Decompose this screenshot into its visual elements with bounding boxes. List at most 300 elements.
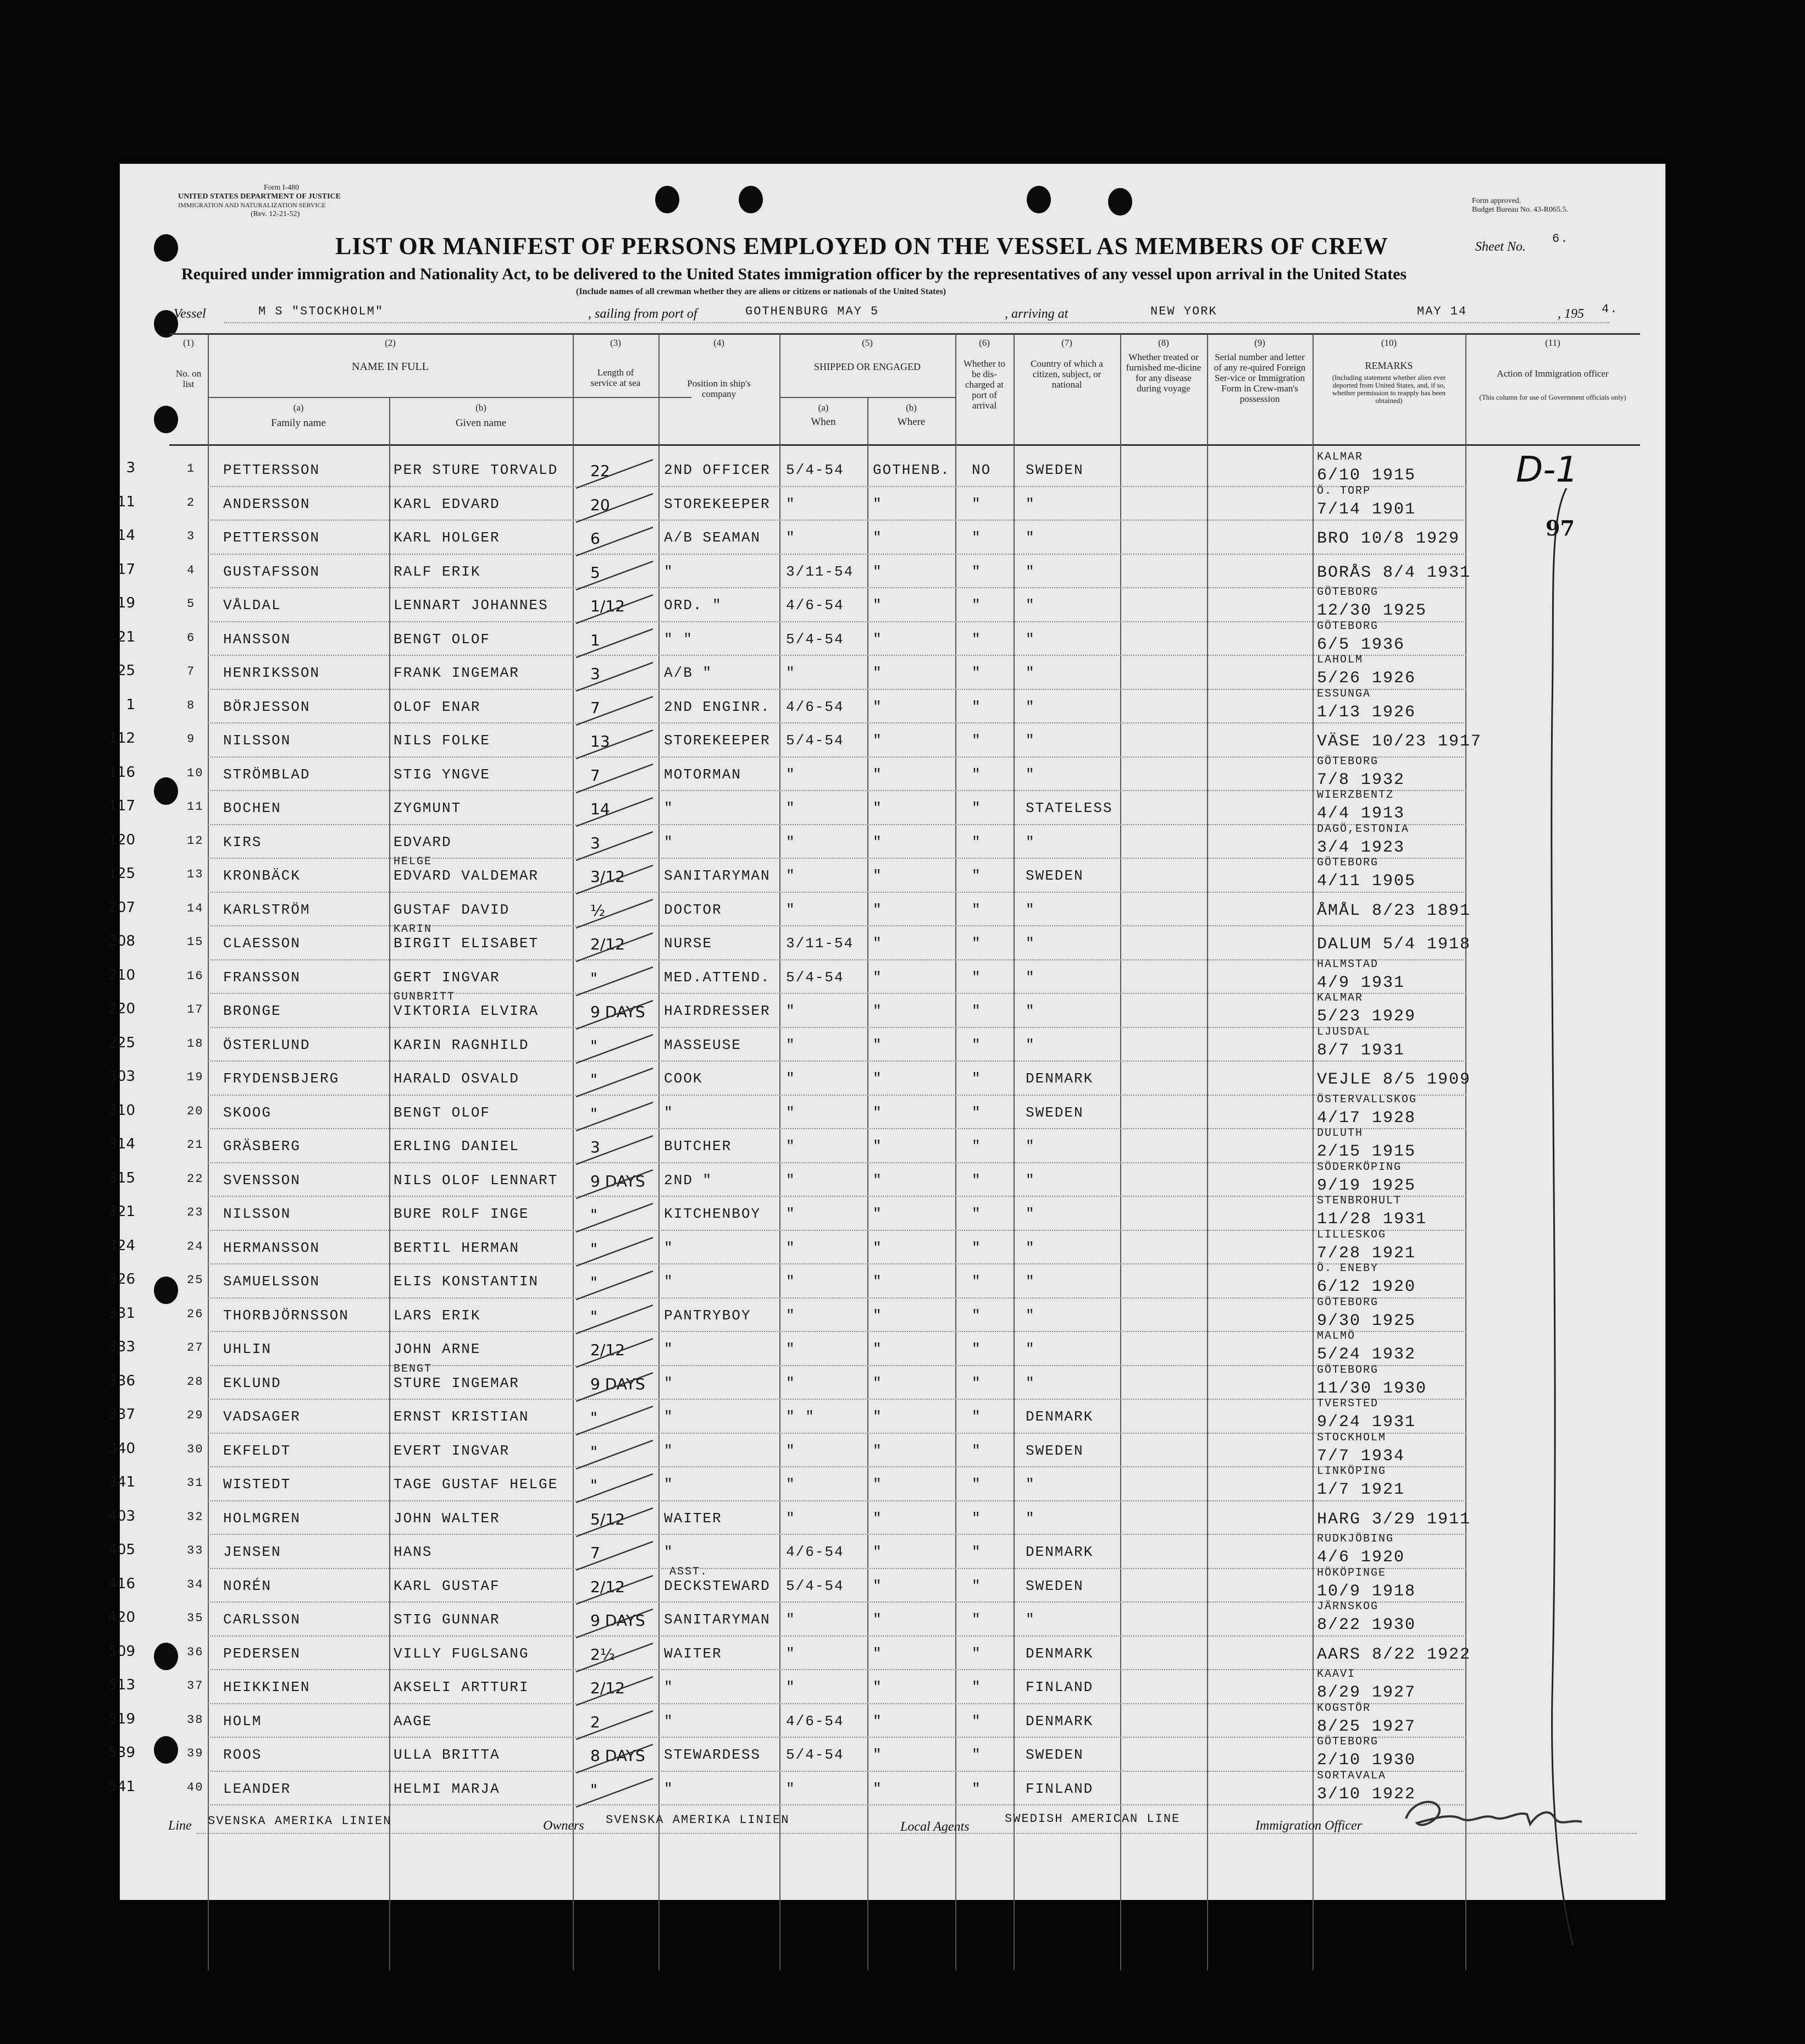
row-rule [208, 1804, 1466, 1805]
remark: 1/7 1921 [1317, 1480, 1405, 1499]
family-name: NILSSON [223, 732, 291, 749]
shipped-where: " [873, 732, 883, 749]
length-of-service: 3 [590, 665, 600, 683]
family-name: ANDERSSON [223, 495, 311, 512]
handwritten-list-number: 331 [108, 1305, 135, 1322]
col4-label: Position in ship's company [687, 378, 751, 399]
country: " [1026, 969, 1036, 986]
form-revision: (Rev. 12-21-52) [251, 210, 300, 218]
handwritten-list-number: 207 [108, 899, 135, 916]
row-number: 35 [187, 1611, 204, 1625]
shipped-when: 3/11-54 [786, 935, 854, 952]
given-name: ERLING DANIEL [394, 1138, 519, 1154]
country: FINLAND [1026, 1780, 1094, 1797]
family-name: FRYDENSBJERG [223, 1070, 340, 1087]
handwritten-list-number: 324 [108, 1237, 135, 1254]
handwritten-list-number: 416 [108, 1575, 135, 1592]
family-name: EKFELDT [223, 1442, 291, 1459]
table-row [117, 620, 1665, 658]
remark: 11/30 1930 [1317, 1379, 1427, 1398]
discharged: " [972, 1577, 982, 1594]
remark: 5/23 1929 [1317, 1007, 1416, 1026]
discharged: " [972, 766, 982, 783]
row-rule [208, 621, 1466, 622]
shipped-when: 5/4-54 [786, 462, 844, 478]
table-row [108, 1093, 1665, 1131]
table-row [108, 789, 1665, 826]
sheet-label: Sheet No. [1475, 240, 1526, 254]
row-number: 40 [187, 1780, 204, 1794]
remark-birthplace: LJUSDAL [1317, 1025, 1371, 1038]
country: " [1026, 1239, 1036, 1256]
discharged: " [972, 1510, 982, 1527]
position: " [664, 1273, 674, 1290]
remark: AARS 8/22 1922 [1317, 1645, 1471, 1664]
discharged: " [972, 1307, 982, 1324]
family-name: SAMUELSSON [223, 1273, 320, 1290]
shipped-when: " [786, 665, 796, 681]
given-name-addition: BENGT [394, 1362, 433, 1375]
length-of-service: 9 DAYS [590, 1172, 645, 1190]
length-of-service: 1 [590, 631, 600, 649]
remark: 8/29 1927 [1317, 1683, 1416, 1702]
table-row [108, 958, 1665, 996]
agents-label: Local Agents [900, 1820, 970, 1834]
handwritten-list-number: 314 [108, 1136, 135, 1152]
table-row [108, 1533, 1665, 1570]
row-rule [208, 790, 1466, 791]
sailing-label: , sailing from port of [588, 307, 697, 321]
length-of-service: ½ [590, 901, 606, 920]
shipped-where: " [873, 1442, 883, 1459]
handwritten-list-number: 1 [126, 696, 135, 713]
length-of-service: 7 [590, 698, 600, 717]
table-row [108, 1063, 1665, 1097]
shipped-when: 4/6-54 [786, 597, 844, 614]
remark-birthplace: HALMSTAD [1317, 958, 1379, 971]
given-name: TAGE GUSTAF HELGE [394, 1476, 558, 1493]
remark: VEJLE 8/5 1909 [1317, 1070, 1471, 1089]
handwritten-list-number: 340 [108, 1440, 135, 1457]
remark-birthplace: GÖTEBORG [1317, 586, 1379, 599]
position: BUTCHER [664, 1138, 732, 1154]
position: " [664, 800, 674, 816]
col10-label: REMARKS [1365, 360, 1413, 371]
shipped-when: 5/4-54 [786, 631, 844, 648]
remark: 12/30 1925 [1317, 601, 1427, 620]
length-of-service: 2 [590, 1712, 600, 1731]
remark-birthplace: KOGSTÖR [1317, 1702, 1371, 1715]
given-name: ZYGMUNT [394, 800, 462, 816]
shipped-when: " [786, 1273, 796, 1290]
handwritten-list-number: 405 [108, 1542, 135, 1558]
remark: 9/19 1925 [1317, 1176, 1416, 1195]
discharged: NO [972, 462, 992, 478]
remark-birthplace: ESSUNGA [1317, 687, 1371, 700]
row-rule [208, 1737, 1466, 1738]
row-number: 2 [187, 495, 196, 510]
length-of-service: " [590, 969, 597, 987]
col5-number: (5) [862, 338, 873, 348]
remark-birthplace: GÖTEBORG [1317, 755, 1379, 768]
shipped-where: " [873, 1476, 883, 1493]
given-name: BENGT OLOF [394, 1104, 491, 1121]
remark-birthplace: SÖDERKÖPING [1317, 1161, 1402, 1174]
shipped-when: " [786, 1104, 796, 1121]
remark-birthplace: STENBROHULT [1317, 1195, 1402, 1207]
family-name: HEIKKINEN [223, 1679, 311, 1695]
col5b-number: (b) [906, 402, 917, 413]
owners-label: Owners [543, 1819, 584, 1833]
given-name: VIKTORIA ELVIRA [394, 1003, 539, 1019]
table-row [108, 1465, 1665, 1502]
family-name: HERMANSSON [223, 1239, 320, 1256]
given-name: EVERT INGVAR [394, 1442, 510, 1459]
row-number: 4 [187, 563, 196, 577]
handwritten-list-number: 509 [108, 1643, 135, 1660]
given-name: VILLY FUGLSANG [394, 1645, 529, 1662]
row-rule [208, 959, 1466, 960]
remark: 3/4 1923 [1317, 838, 1405, 857]
remark-birthplace: Ö. TORP [1317, 484, 1371, 498]
discharged: " [972, 1747, 982, 1763]
remark-birthplace: DAGÖ,ESTONIA [1317, 822, 1410, 836]
remark-birthplace: Ö. ENEBY [1317, 1262, 1379, 1275]
check-stroke [571, 1775, 653, 1814]
remark-birthplace: GÖTEBORG [1317, 1736, 1379, 1748]
handwritten-list-number: 220 [108, 1001, 135, 1017]
row-rule [208, 1331, 1466, 1332]
position: MOTORMAN [664, 766, 741, 783]
family-name: NILSSON [223, 1206, 291, 1222]
discharged: " [972, 1036, 982, 1053]
length-of-service: 2/12 [590, 935, 625, 953]
given-name: JOHN ARNE [394, 1341, 481, 1357]
row-number: 11 [187, 800, 204, 814]
handwritten-list-number: 125 [108, 865, 135, 882]
row-number: 3 [187, 529, 196, 543]
remark-birthplace: WIERZBENTZ [1317, 789, 1394, 802]
row-number: 6 [187, 631, 196, 645]
table-row [108, 1397, 1665, 1435]
row-number: 20 [187, 1104, 204, 1118]
given-name: NILS FOLKE [394, 732, 491, 749]
col1-label: No. on list [175, 368, 202, 389]
agents-value: SWEDISH AMERICAN LINE [1005, 1812, 1181, 1826]
row-number: 33 [187, 1544, 204, 1557]
handwritten-list-number: 513 [108, 1677, 135, 1693]
table-row [108, 1228, 1665, 1266]
row-number: 10 [187, 766, 204, 780]
handwritten-list-number: 208 [108, 933, 135, 949]
punch-hole [739, 186, 763, 213]
position: DOCTOR [664, 901, 722, 918]
given-name: KARL GUSTAF [394, 1577, 500, 1594]
position: " [664, 563, 674, 580]
remark: 2/10 1930 [1317, 1751, 1416, 1770]
row-number: 8 [187, 698, 196, 712]
country: SWEDEN [1026, 1442, 1084, 1459]
family-name: HOLM [223, 1712, 262, 1730]
shipped-when: " [786, 1138, 796, 1154]
shipped-where: " [873, 1206, 883, 1222]
owners-value: SVENSKA AMERIKA LINIEN [606, 1813, 790, 1827]
col2a-number: (a) [293, 402, 304, 413]
row-number: 21 [187, 1138, 204, 1152]
family-name: PETTERSSON [223, 462, 320, 478]
discharged: " [972, 495, 982, 512]
discharged: " [972, 732, 982, 749]
shipped-when: " " [786, 1408, 815, 1425]
shipped-where: " [873, 631, 883, 648]
family-name: PEDERSEN [223, 1645, 301, 1662]
given-name: OLOF ENAR [394, 698, 481, 715]
discharged: " [972, 800, 982, 816]
country: SWEDEN [1026, 462, 1084, 478]
shipped-where: " [873, 800, 883, 816]
country: SWEDEN [1026, 868, 1084, 884]
table-row [108, 1702, 1665, 1739]
discharged: " [972, 1645, 982, 1662]
remark: 1/13 1926 [1317, 703, 1416, 722]
remark: 4/11 1905 [1317, 872, 1416, 891]
remark: 9/24 1931 [1317, 1413, 1416, 1432]
row-rule [208, 1196, 1466, 1197]
given-name: ELIS KONSTANTIN [394, 1273, 539, 1290]
shipped-where: " [873, 665, 883, 681]
shipped-when: " [786, 1070, 796, 1087]
row-number: 18 [187, 1036, 204, 1051]
remark-birthplace: KALMAR [1317, 451, 1364, 463]
row-rule [208, 1568, 1466, 1569]
position: A/B SEAMAN [664, 529, 761, 546]
row-rule [208, 1534, 1466, 1535]
remark: 6/10 1915 [1317, 466, 1416, 485]
country: " [1026, 597, 1036, 614]
position: STOREKEEPER [664, 732, 771, 749]
discharged: " [972, 1239, 982, 1256]
manifest-sheet [108, 164, 1665, 1900]
shipped-where: " [873, 1712, 883, 1730]
discharged: " [972, 631, 982, 648]
shipped-where: " [873, 833, 883, 850]
family-name: ROOS [223, 1747, 262, 1763]
given-name: FRANK INGEMAR [394, 665, 519, 681]
country: DENMARK [1026, 1712, 1094, 1730]
remark-birthplace: MALMÖ [1317, 1330, 1356, 1343]
shipped-when: " [786, 1172, 796, 1189]
remark: 5/24 1932 [1317, 1345, 1416, 1364]
remark: 3/10 1922 [1317, 1785, 1416, 1804]
position: COOK [664, 1070, 703, 1087]
length-of-service: 3 [590, 833, 600, 852]
length-of-service: 5/12 [590, 1510, 625, 1528]
length-of-service: 3/12 [590, 868, 625, 886]
given-name: STURE INGEMAR [394, 1374, 519, 1391]
remark: 4/6 1920 [1317, 1548, 1405, 1567]
handwritten-list-number: 315 [108, 1169, 135, 1186]
country: " [1026, 732, 1036, 749]
shipped-where: " [873, 1341, 883, 1357]
handwritten-list-number: 25 [117, 662, 135, 679]
shipped-where: " [873, 1307, 883, 1324]
country: " [1026, 1273, 1036, 1290]
shipped-where: " [873, 868, 883, 884]
handwritten-list-number: 539 [108, 1744, 135, 1761]
punch-hole [154, 406, 178, 433]
given-name: BURE ROLF INGE [394, 1206, 529, 1222]
country: " [1026, 766, 1036, 783]
given-name: AKSELI ARTTURI [394, 1679, 529, 1695]
row-number: 7 [187, 665, 196, 678]
footer-underline [197, 1833, 1637, 1834]
remark-birthplace: LILLESKOG [1317, 1228, 1387, 1241]
discharged: " [972, 1138, 982, 1154]
family-name: NORÉN [223, 1577, 272, 1594]
row-number: 39 [187, 1747, 204, 1760]
table-row [108, 1600, 1665, 1638]
given-name: BERTIL HERMAN [394, 1239, 519, 1256]
family-name: ÖSTERLUND [223, 1036, 311, 1053]
col4-number: (4) [713, 338, 724, 348]
length-of-service: " [590, 1070, 597, 1089]
row-rule [208, 1027, 1466, 1028]
table-row [108, 1330, 1665, 1367]
length-of-service: " [590, 1442, 597, 1461]
family-name: BOCHEN [223, 800, 281, 816]
service: IMMIGRATION AND NATURALIZATION SERVICE [178, 201, 326, 209]
given-name: HANS [394, 1544, 433, 1560]
position: PANTRYBOY [664, 1307, 751, 1324]
position: " [664, 1374, 674, 1391]
shipped-when: " [786, 868, 796, 884]
shipped-where: " [873, 1273, 883, 1290]
col5b-label: Where [897, 416, 926, 428]
handwritten-list-number: 14 [117, 527, 135, 544]
shipped-where: " [873, 1172, 883, 1189]
row-rule [208, 1230, 1466, 1231]
row-number: 15 [187, 935, 204, 949]
remark: BORÅS 8/4 1931 [1317, 563, 1471, 582]
action-mark-97: 97 [1546, 516, 1575, 540]
discharged: " [972, 1104, 982, 1121]
discharged: " [972, 1780, 982, 1797]
family-name: BRONGE [223, 1003, 281, 1019]
length-of-service: " [590, 1104, 597, 1123]
row-rule [208, 486, 1466, 487]
remark-birthplace: LAHOLM [1317, 654, 1364, 666]
handwritten-list-number: 403 [108, 1507, 135, 1524]
shipped-when: " [786, 766, 796, 783]
arriving-at: NEW YORK [1150, 305, 1217, 318]
table-row [108, 991, 1665, 1029]
length-of-service: 8 DAYS [590, 1747, 645, 1765]
row-number: 17 [187, 1003, 204, 1017]
position: 2ND ENGINR. [664, 698, 771, 715]
family-name: HOLMGREN [223, 1510, 301, 1527]
length-of-service: " [590, 1307, 597, 1325]
given-name: JOHN WALTER [394, 1510, 500, 1527]
row-rule [208, 1128, 1466, 1129]
shipped-when: " [786, 1239, 796, 1256]
row-number: 28 [187, 1374, 204, 1389]
col2b-number: (b) [475, 402, 486, 413]
given-name: LENNART JOHANNES [394, 597, 549, 614]
remark: 6/5 1936 [1317, 635, 1405, 654]
family-name: WISTEDT [223, 1476, 291, 1493]
country: SWEDEN [1026, 1577, 1084, 1594]
remark-birthplace: HÖKÖPINGE [1317, 1566, 1387, 1579]
length-of-service: 5 [590, 563, 600, 582]
position: " [664, 1341, 674, 1357]
handwritten-list-number: 541 [108, 1778, 135, 1795]
discharged: " [972, 1679, 982, 1695]
row-rule [208, 1601, 1466, 1603]
table-row [108, 1668, 1665, 1705]
col11-number: (11) [1545, 338, 1560, 348]
discharged: " [972, 1611, 982, 1628]
table-row [108, 1025, 1665, 1063]
row-rule [208, 756, 1466, 758]
handwritten-list-number: 120 [108, 831, 135, 848]
row-number: 38 [187, 1712, 204, 1727]
shipped-when: 4/6-54 [786, 1544, 844, 1560]
country: " [1026, 1206, 1036, 1222]
row-rule [208, 689, 1466, 690]
discharged: " [972, 1476, 982, 1493]
shipped-where: " [873, 698, 883, 715]
family-name: CARLSSON [223, 1611, 301, 1628]
table-row [108, 1296, 1665, 1334]
length-of-service: " [590, 1780, 597, 1799]
table-row [108, 1565, 1665, 1604]
row-rule [208, 1636, 1466, 1637]
family-name: VÅLDAL [223, 597, 281, 614]
given-name: STIG YNGVE [394, 766, 491, 783]
table-row [117, 484, 1665, 522]
remark: ÅMÅL 8/23 1891 [1317, 901, 1471, 920]
col1-number: (1) [183, 338, 194, 348]
length-of-service: " [590, 1408, 597, 1427]
shipped-where: " [873, 1577, 883, 1594]
shipped-where: " [873, 1070, 883, 1087]
discharged: " [972, 529, 982, 546]
country: DENMARK [1026, 1070, 1094, 1087]
given-name: EDVARD [394, 833, 452, 850]
row-rule [208, 1399, 1466, 1400]
shipped-where: " [873, 495, 883, 512]
handwritten-list-number: 19 [117, 595, 135, 611]
col5a-number: (a) [818, 402, 829, 413]
position: " [664, 1104, 674, 1121]
length-of-service: " [590, 1239, 597, 1258]
country: DENMARK [1026, 1408, 1094, 1425]
discharged: " [972, 833, 982, 850]
row-rule [208, 722, 1466, 723]
col7-label: Country of which a citizen, subject, or national [1031, 358, 1103, 390]
table-row [108, 1161, 1665, 1198]
row-rule [208, 1703, 1466, 1704]
table-row [108, 1431, 1665, 1469]
handwritten-list-number: 333 [108, 1339, 135, 1355]
col7-number: (7) [1061, 338, 1072, 348]
shipped-when: 4/6-54 [786, 698, 844, 715]
country: " [1026, 1341, 1036, 1357]
position: ORD. " [664, 597, 722, 614]
given-name-addition: HELGE [394, 855, 433, 868]
shipped-when: 4/6-54 [786, 1712, 844, 1730]
form-approved: Form approved. [1472, 197, 1521, 205]
